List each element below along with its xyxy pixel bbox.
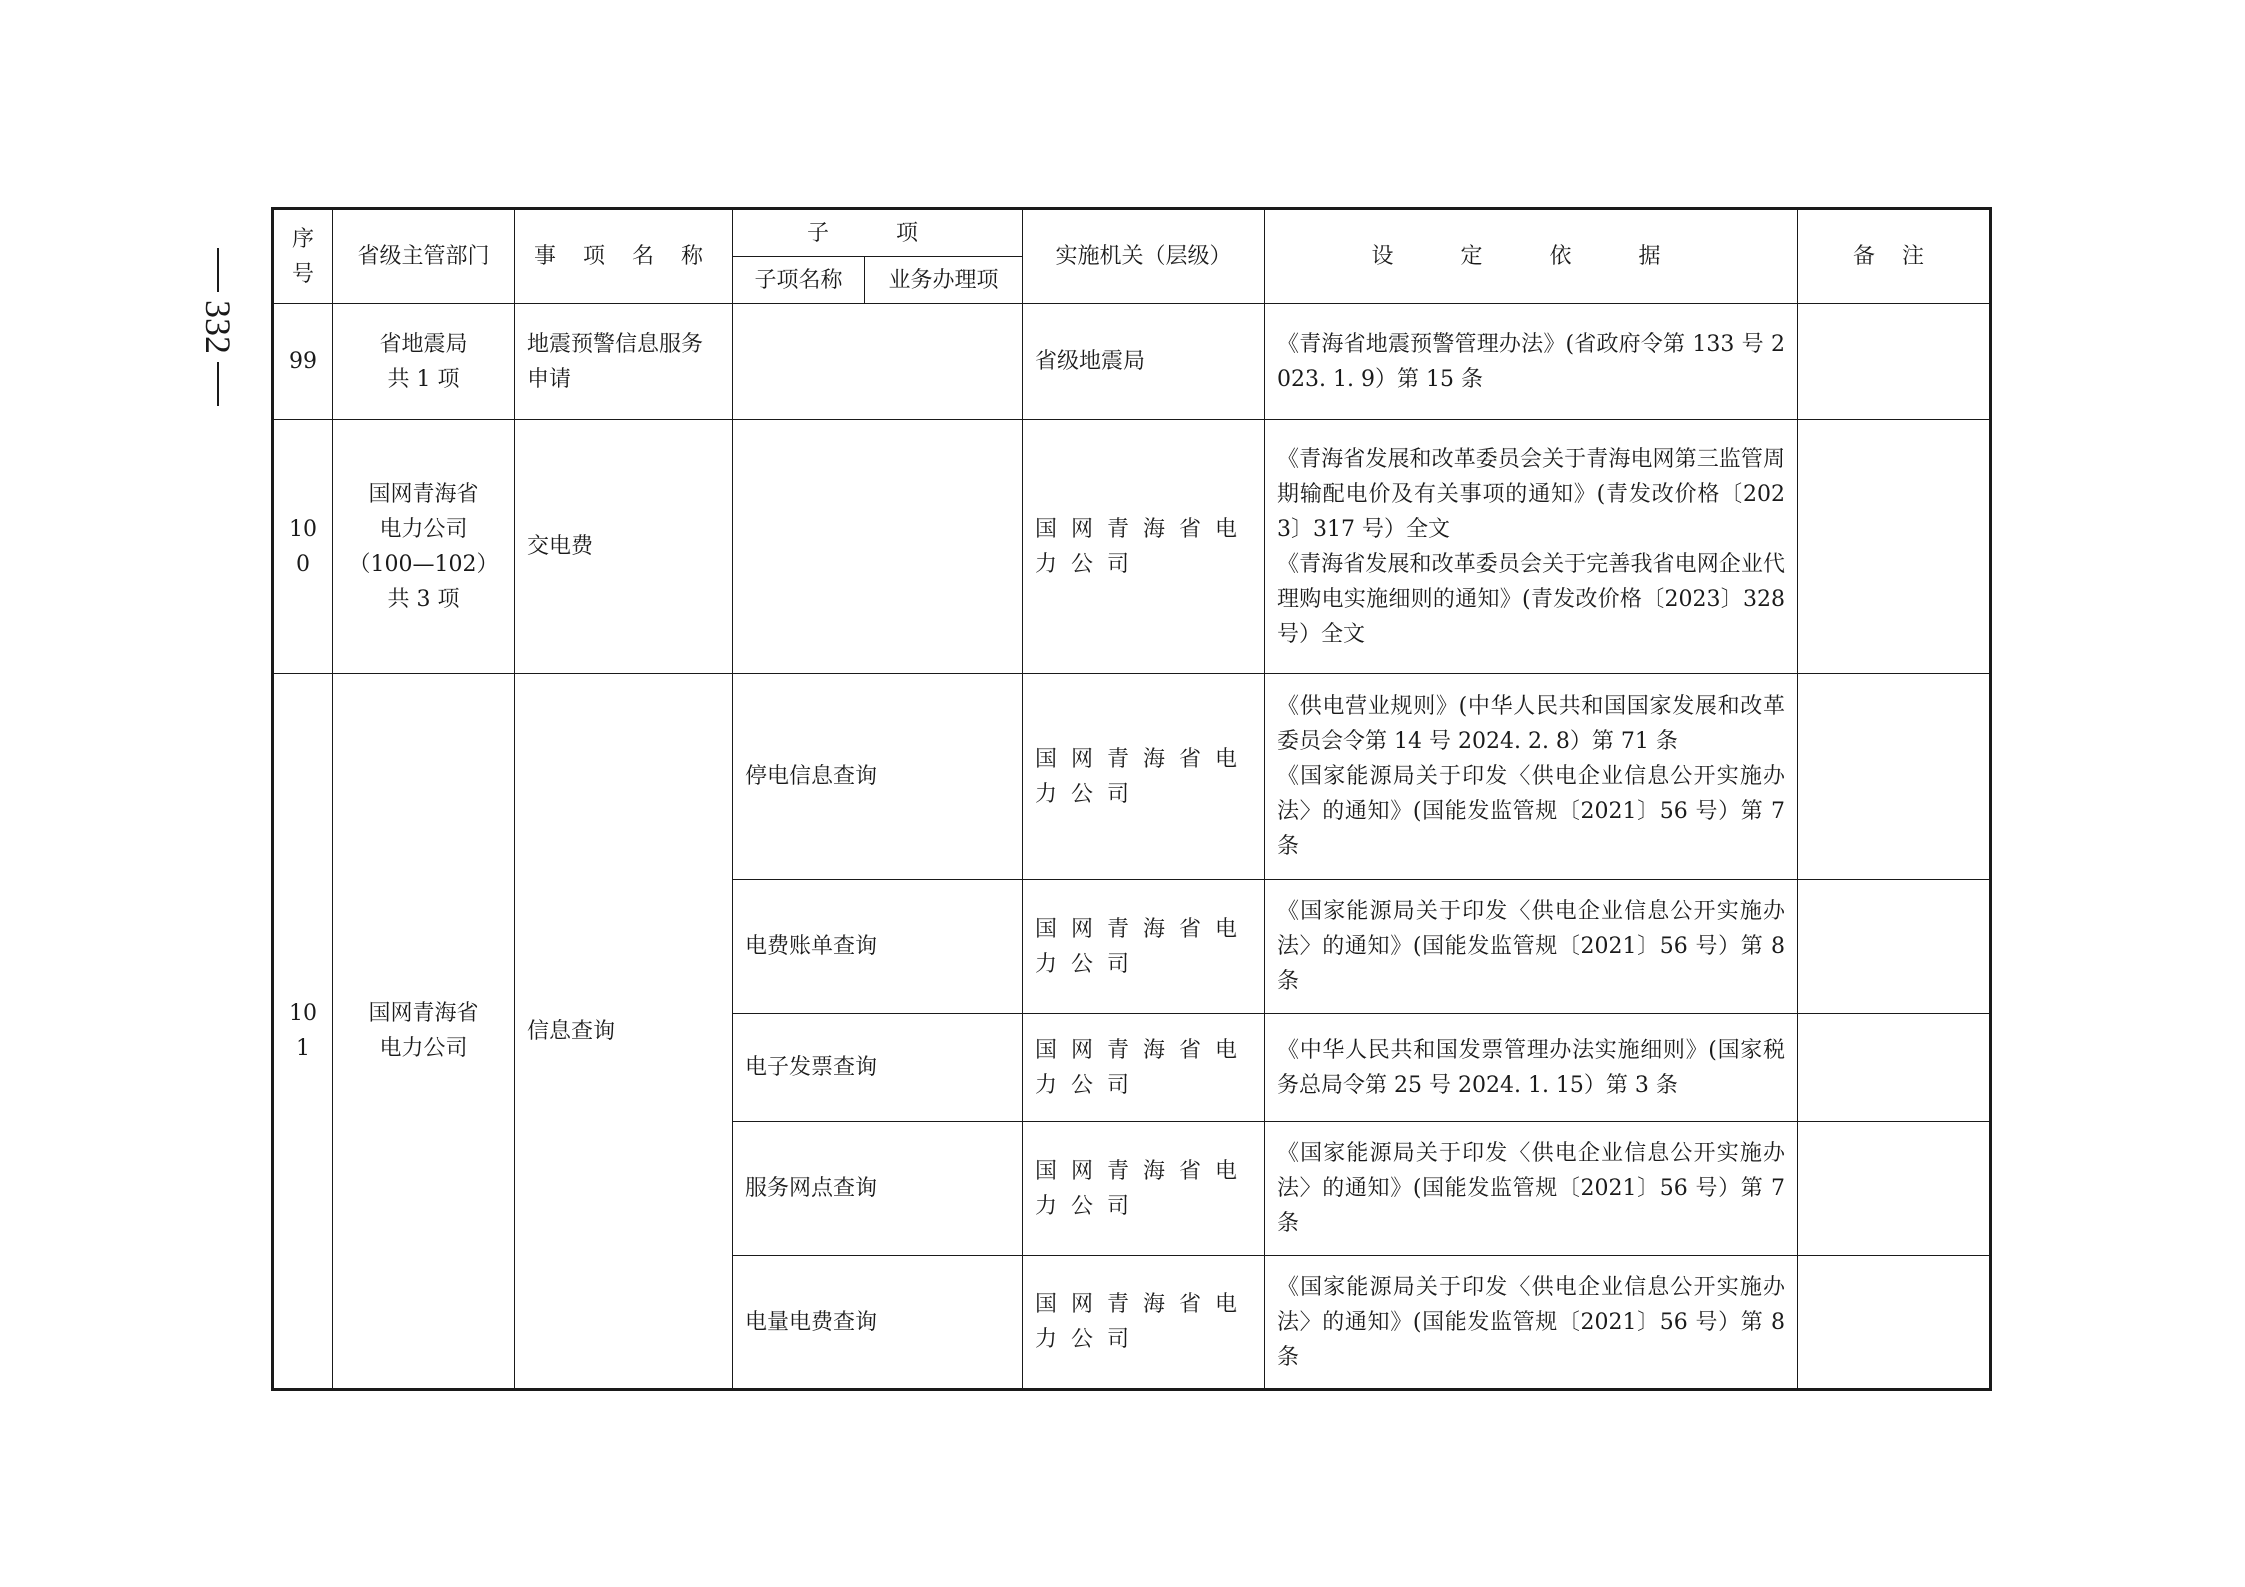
- table-row: [273, 420, 1991, 674]
- row-dept: 国网青海省 电力公司: [333, 674, 515, 1390]
- header-sub-item: 子 项: [733, 209, 1023, 257]
- row-remark: [1798, 420, 1991, 674]
- row-dept: 省地震局 共 1 项: [333, 304, 515, 420]
- sub-item-agency: 国网青海省电力公司: [1023, 880, 1265, 1014]
- row-basis: 《青海省发展和改革委员会关于青海电网第三监管周期输配电价及有关事项的通知》(青发改价格〔2023〕317 号）全文 《青海省发展和改革委员会关于完善我省电网企业代理购电实施细则的通知》(青发改价格〔2023〕328 号）全文: [1265, 420, 1798, 674]
- header-basis: 设 定 依 据: [1265, 209, 1798, 304]
- table-row: [273, 304, 1991, 420]
- item-table: [271, 207, 1992, 1391]
- row-seq: 99: [273, 304, 333, 420]
- sub-item-agency: 国网青海省电力公司: [1023, 1014, 1265, 1122]
- row-sub-empty: [733, 304, 1023, 420]
- sub-item-remark: [1798, 880, 1991, 1014]
- page-number-dash-top: [217, 248, 219, 292]
- row-seq: 100: [273, 420, 333, 674]
- row-item: 信息查询: [515, 674, 733, 1390]
- header-dept: 省级主管部门: [333, 209, 515, 304]
- sub-item-agency: 国网青海省电力公司: [1023, 1256, 1265, 1390]
- page-number-dash-bottom: [217, 362, 219, 406]
- sub-item-remark: [1798, 1122, 1991, 1256]
- row-basis: 《青海省地震预警管理办法》(省政府令第 133 号 2023. 1. 9）第 15 条: [1265, 304, 1798, 420]
- row-item: 地震预警信息服务申请: [515, 304, 733, 420]
- sub-item-name: 停电信息查询: [733, 674, 1023, 880]
- page-number: [198, 248, 238, 428]
- header-row-1: [273, 209, 1991, 257]
- row-remark: [1798, 304, 1991, 420]
- row-sub-empty: [733, 420, 1023, 674]
- header-agency: 实施机关（层级）: [1023, 209, 1265, 304]
- sub-item-name: 电量电费查询: [733, 1256, 1023, 1390]
- row-agency: 省级地震局: [1023, 304, 1265, 420]
- sub-item-agency: 国网青海省电力公司: [1023, 674, 1265, 880]
- header-item-name: 事 项 名 称: [515, 209, 733, 304]
- header-remark: 备 注: [1798, 209, 1991, 304]
- sub-item-basis: 《国家能源局关于印发〈供电企业信息公开实施办法〉的通知》(国能发监管规〔2021〕56 号）第 8 条: [1265, 1256, 1798, 1390]
- table-row: [273, 674, 1991, 880]
- header-sub-name: 子项名称: [733, 257, 865, 304]
- sub-item-basis: 《国家能源局关于印发〈供电企业信息公开实施办法〉的通知》(国能发监管规〔2021〕56 号）第 8 条: [1265, 880, 1798, 1014]
- row-dept: 国网青海省 电力公司 （100—102） 共 3 项: [333, 420, 515, 674]
- row-item: 交电费: [515, 420, 733, 674]
- header-sub-business: 业务办理项: [865, 257, 1023, 304]
- sub-item-remark: [1798, 1256, 1991, 1390]
- sub-item-basis: 《供电营业规则》(中华人民共和国国家发展和改革委员会令第 14 号 2024. 2. 8）第 71 条 《国家能源局关于印发〈供电企业信息公开实施办法〉的通知》(国能发监管规〔2021〕56 号）第 7 条: [1265, 674, 1798, 880]
- row-agency: 国网青海省电力公司: [1023, 420, 1265, 674]
- sub-item-name: 电子发票查询: [733, 1014, 1023, 1122]
- sub-item-basis: 《国家能源局关于印发〈供电企业信息公开实施办法〉的通知》(国能发监管规〔2021〕56 号）第 7 条: [1265, 1122, 1798, 1256]
- sub-item-agency: 国网青海省电力公司: [1023, 1122, 1265, 1256]
- sub-item-basis: 《中华人民共和国发票管理办法实施细则》(国家税务总局令第 25 号 2024. 1. 15）第 3 条: [1265, 1014, 1798, 1122]
- sub-item-name: 服务网点查询: [733, 1122, 1023, 1256]
- sub-item-remark: [1798, 1014, 1991, 1122]
- header-seq: 序号: [273, 209, 333, 304]
- sub-item-name: 电费账单查询: [733, 880, 1023, 1014]
- page-number-text: 332: [198, 300, 238, 354]
- sub-item-remark: [1798, 674, 1991, 880]
- row-seq: 101: [273, 674, 333, 1390]
